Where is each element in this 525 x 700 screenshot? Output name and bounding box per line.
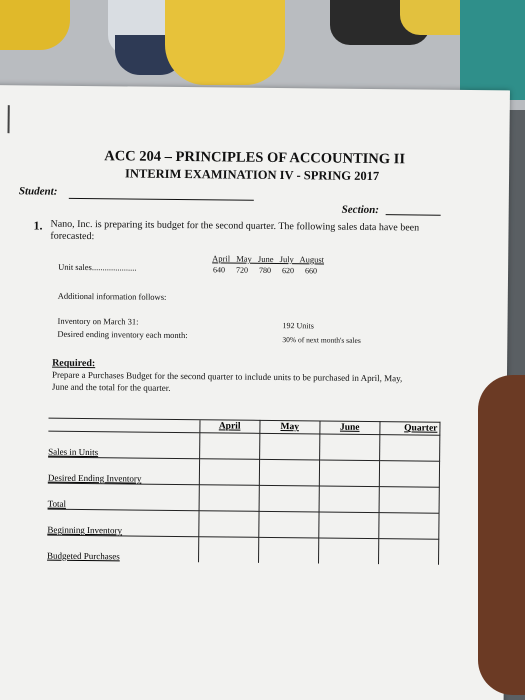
row-label-purchases: Budgeted Purchases <box>47 535 198 562</box>
margin-mark <box>7 105 9 133</box>
answer-cell[interactable] <box>319 434 379 461</box>
hand <box>478 375 525 695</box>
answer-cell[interactable] <box>198 511 258 538</box>
table-row <box>48 483 440 513</box>
yellow-chair <box>165 0 285 85</box>
answer-cell[interactable] <box>199 485 259 512</box>
question-text: forecasted: <box>50 230 95 243</box>
answer-cell[interactable] <box>318 538 378 564</box>
answer-cell[interactable] <box>258 537 318 563</box>
inventory-label: Inventory on March 31: <box>57 315 139 327</box>
month-headers: April May June July August <box>212 253 325 265</box>
answer-cell[interactable] <box>379 513 439 540</box>
answer-cell[interactable] <box>199 459 259 486</box>
table-row <box>47 509 439 539</box>
row-label-desired: Desired Ending Inventory <box>48 457 199 485</box>
required-text: June and the total for the quarter. <box>51 381 171 393</box>
question-number: 1. <box>33 218 43 233</box>
desired-inventory-label: Desired ending inventory each month: <box>57 328 188 341</box>
table-row <box>48 457 440 487</box>
table-row <box>48 431 440 461</box>
col-header-quarter: Quarter <box>380 422 440 436</box>
required-heading: Required: <box>52 357 96 370</box>
student-label: Student: <box>18 185 58 198</box>
desired-inventory-value: 30% of next month's sales <box>282 335 361 345</box>
row-label-sales: Sales in Units <box>48 431 199 459</box>
answer-cell[interactable] <box>198 537 258 563</box>
answer-cell[interactable] <box>379 435 439 462</box>
row-label-beginning: Beginning Inventory <box>47 509 198 537</box>
exam-paper <box>0 85 510 700</box>
answer-cell[interactable] <box>319 486 379 513</box>
answer-cell[interactable] <box>199 433 259 460</box>
answer-cell[interactable] <box>379 461 439 488</box>
section-line[interactable] <box>386 214 441 216</box>
answer-cell[interactable] <box>259 459 319 486</box>
additional-info: Additional information follows: <box>57 290 167 302</box>
required-text: Prepare a Purchases Budget for the second quarter to include units to be purchased in April, May, <box>51 369 403 384</box>
inventory-value: 192 Units <box>282 321 314 331</box>
answer-cell[interactable] <box>259 511 319 538</box>
section-label: Section: <box>341 203 380 217</box>
unit-sales-label: Unit sales..................... <box>58 261 137 273</box>
row-label-total: Total <box>48 483 199 511</box>
exam-title: INTERIM EXAMINATION IV - SPRING 2017 <box>125 166 380 184</box>
col-header-may: May <box>260 420 320 434</box>
question-text: Nano, Inc. is preparing its budget for the second quarter. The following sales data have been <box>50 218 420 234</box>
answer-cell[interactable] <box>379 487 439 514</box>
answer-cell[interactable] <box>319 512 379 539</box>
col-header-june: June <box>320 421 380 435</box>
yellow-chair <box>0 0 70 50</box>
table-row <box>47 535 439 565</box>
col-header-april: April <box>200 420 260 434</box>
student-name-line[interactable] <box>69 198 254 201</box>
answer-cell[interactable] <box>259 433 319 460</box>
unit-sales-values: 640 720 780 620 660 <box>213 265 318 276</box>
course-title: ACC 204 – PRINCIPLES OF ACCOUNTING II <box>104 148 406 168</box>
purchases-budget-table <box>47 418 440 565</box>
answer-cell[interactable] <box>319 460 379 487</box>
answer-cell[interactable] <box>378 539 438 565</box>
teal-bag <box>460 0 525 100</box>
answer-cell[interactable] <box>259 485 319 512</box>
